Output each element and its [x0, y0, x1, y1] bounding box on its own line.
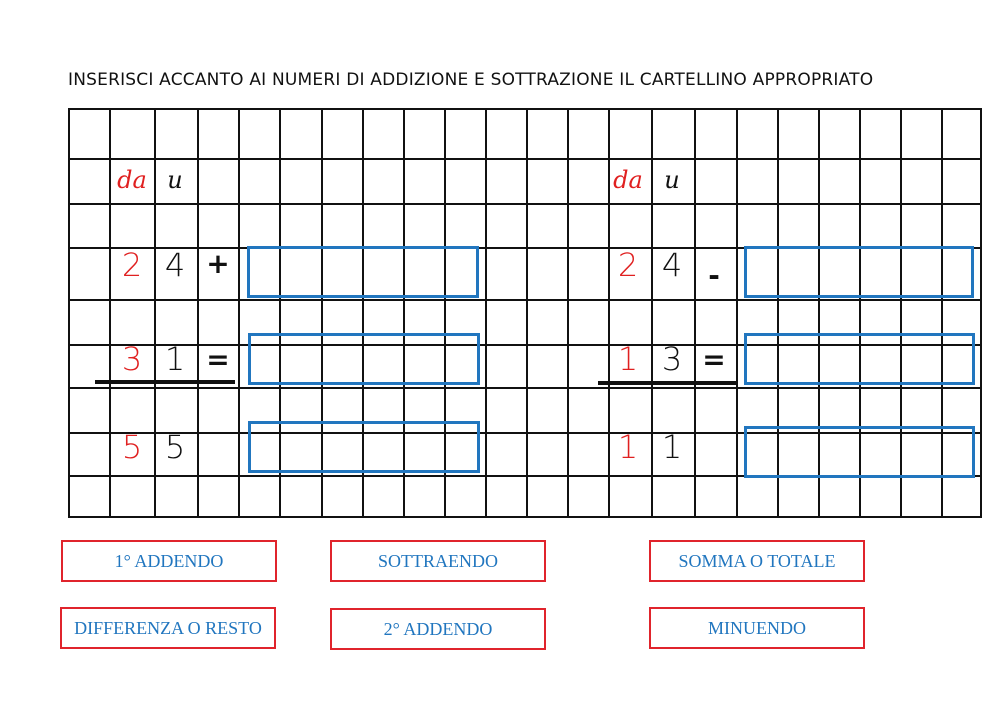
plus-sign: +: [206, 246, 230, 280]
addition-row3-units: 5: [164, 428, 186, 466]
minus-sign: -: [708, 258, 720, 292]
card-sottraendo[interactable]: SOTTRAENDO: [330, 540, 546, 582]
card-minuendo[interactable]: MINUENDO: [649, 607, 865, 649]
grid-line: [736, 110, 738, 516]
grid-line: [70, 299, 980, 301]
subtraction-drop-slot-3[interactable]: [744, 426, 975, 478]
addition-drop-slot-3[interactable]: [248, 421, 480, 473]
addition-row1-tens: 2: [121, 246, 143, 284]
instruction-title: INSERISCI ACCANTO AI NUMERI DI ADDIZIONE E SOTTRAZIONE IL CARTELLINO APPROPRIATO: [68, 70, 874, 90]
addition-row2-units: 1: [164, 340, 186, 378]
addition-row1-units: 4: [164, 246, 186, 284]
addition-total-line: [95, 380, 235, 384]
subtraction-row3-units: 1: [661, 428, 683, 466]
equals-sign: =: [206, 342, 230, 376]
addition-drop-slot-2[interactable]: [248, 333, 480, 385]
grid-line: [567, 110, 569, 516]
subtraction-row1-tens: 2: [617, 246, 639, 284]
addition-header-tens: da: [117, 166, 147, 194]
subtraction-header-tens: da: [613, 166, 643, 194]
subtraction-header-units: u: [664, 166, 680, 194]
addition-drop-slot-1[interactable]: [247, 246, 479, 298]
grid-line: [70, 158, 980, 160]
card-differenza-o-resto[interactable]: DIFFERENZA O RESTO: [60, 607, 276, 649]
subtraction-drop-slot-1[interactable]: [744, 246, 974, 298]
grid-line: [526, 110, 528, 516]
subtraction-row3-tens: 1: [617, 428, 639, 466]
grid-line: [197, 110, 199, 516]
subtraction-row2-units: 3: [661, 340, 683, 378]
subtraction-drop-slot-2[interactable]: [744, 333, 975, 385]
equals-sign: =: [702, 342, 726, 376]
card-somma-o-totale[interactable]: SOMMA O TOTALE: [649, 540, 865, 582]
grid-line: [70, 387, 980, 389]
subtraction-row1-units: 4: [661, 246, 683, 284]
card-secondo-addendo[interactable]: 2° ADDENDO: [330, 608, 546, 650]
addition-row2-tens: 3: [121, 340, 143, 378]
grid-line: [238, 110, 240, 516]
addition-row3-tens: 5: [121, 428, 143, 466]
addition-header-units: u: [167, 166, 183, 194]
grid-line: [70, 203, 980, 205]
card-primo-addendo[interactable]: 1° ADDENDO: [61, 540, 277, 582]
subtraction-total-line: [598, 381, 738, 385]
grid-line: [694, 110, 696, 516]
grid-line: [109, 110, 111, 516]
grid-line: [485, 110, 487, 516]
subtraction-row2-tens: 1: [617, 340, 639, 378]
